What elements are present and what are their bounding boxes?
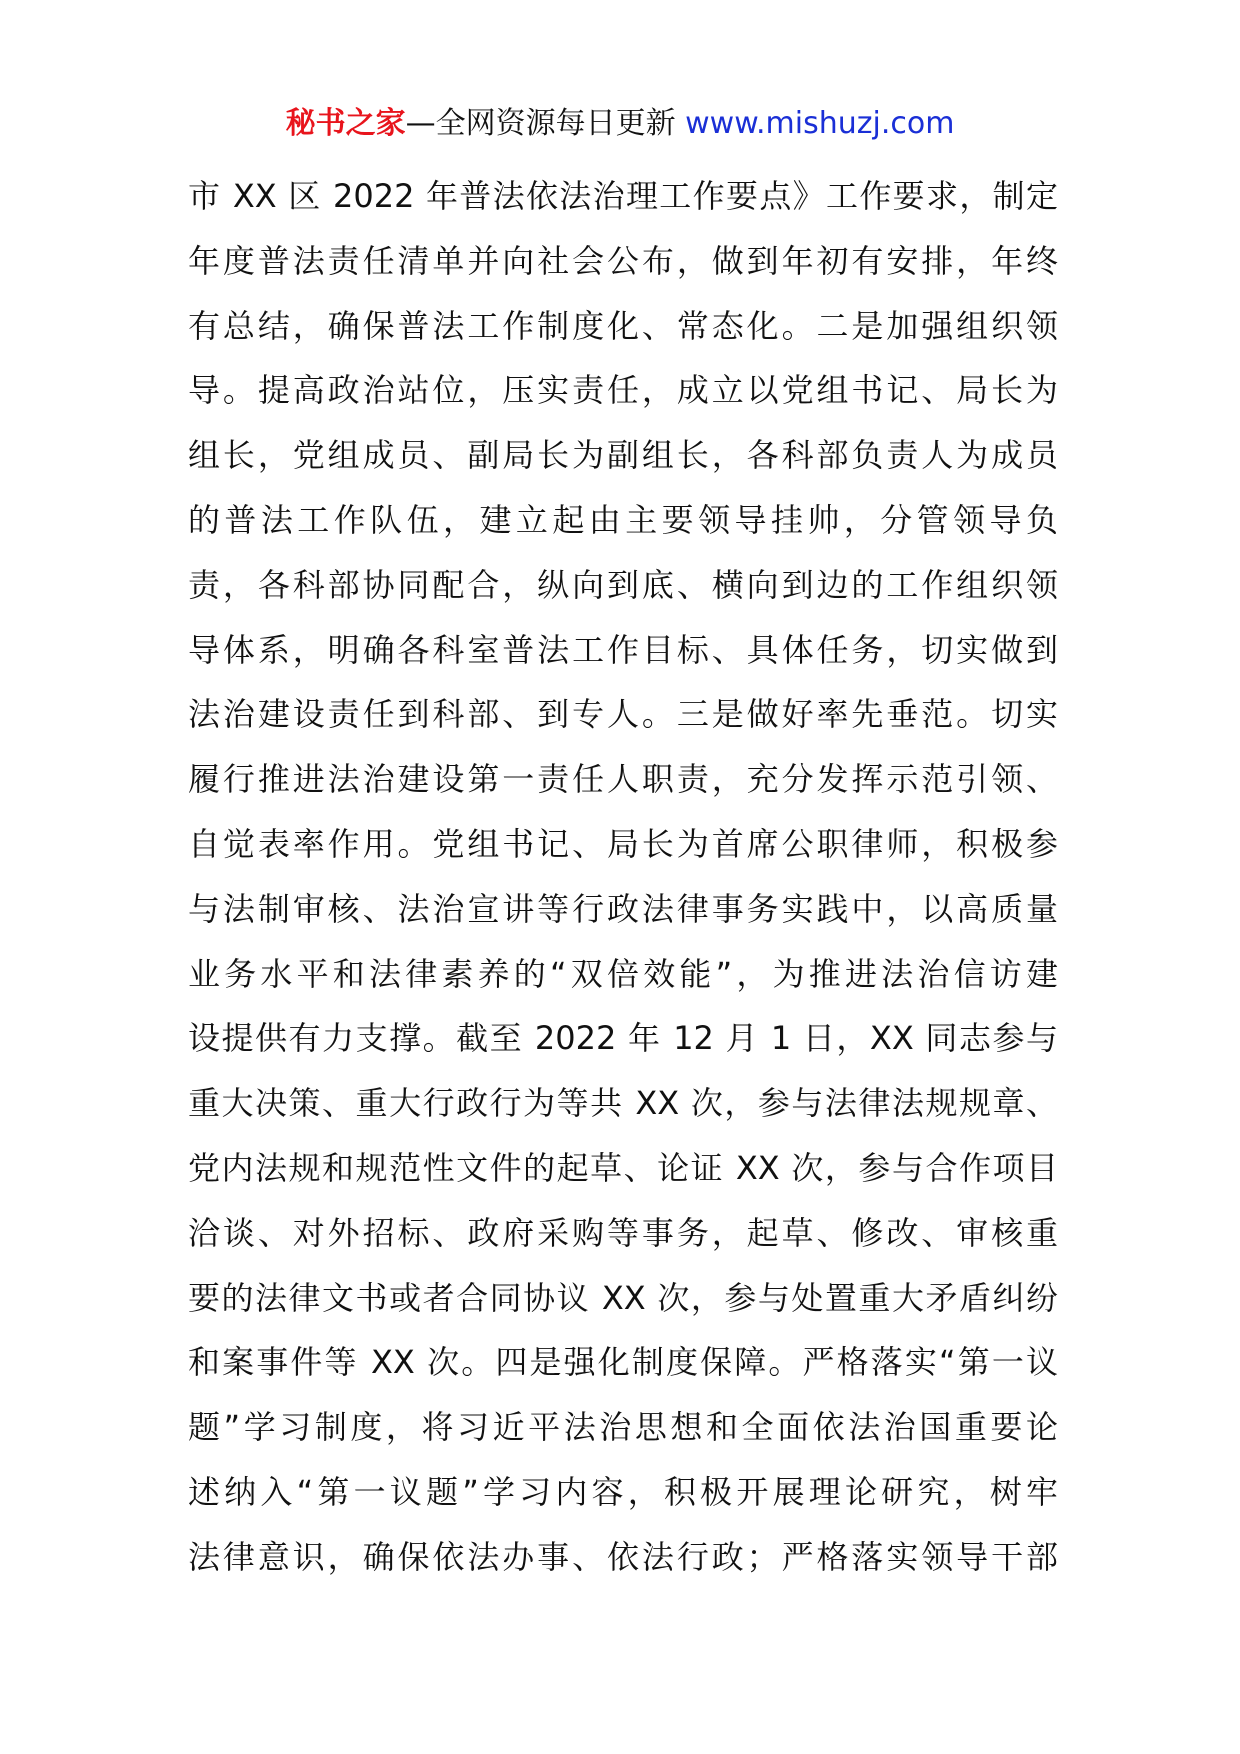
- body-line: 要的法律文书或者合同协议 XX 次，参与处置重大矛盾纠纷: [188, 1278, 1058, 1317]
- body-line: 组长，党组成员、副局长为副组长，各科部负责人为成员: [188, 436, 1058, 475]
- body-line: 设提供有力支撑。截至 2022 年 12 月 1 日，XX 同志参与: [188, 1019, 1058, 1058]
- body-line: 和案事件等 XX 次。四是强化制度保障。严格落实“第一议: [188, 1343, 1058, 1382]
- document-body: [188, 164, 1058, 1590]
- body-line: 市 XX 区 2022 年普法依法治理工作要点》工作要求，制定: [188, 177, 1058, 215]
- body-line: 导。提高政治站位，压实责任，成立以党组书记、局长为: [188, 371, 1058, 410]
- site-brand: 秘书之家: [285, 106, 406, 141]
- body-line: 法律意识，确保依法办事、依法行政；严格落实领导干部: [188, 1537, 1058, 1576]
- body-line: 自觉表率作用。党组书记、局长为首席公职律师，积极参: [188, 824, 1058, 863]
- body-line: 年度普法责任清单并向社会公布，做到年初有安排，年终: [188, 241, 1058, 280]
- body-line: 述纳入“第一议题”学习内容，积极开展理论研究，树牢: [188, 1472, 1058, 1511]
- body-line: 有总结，确保普法工作制度化、常态化。二是加强组织领: [188, 306, 1058, 345]
- body-line: 洽谈、对外招标、政府采购等事务，起草、修改、审核重: [188, 1213, 1058, 1252]
- site-tagline: —全网资源每日更新: [405, 106, 676, 141]
- body-line: 题”学习制度，将习近平法治思想和全面依法治国重要论: [188, 1408, 1058, 1447]
- site-url-link[interactable]: www.mishuzj.com: [685, 106, 955, 141]
- body-line: 责，各科部协同配合，纵向到底、横向到边的工作组织领: [188, 565, 1058, 604]
- body-line: 的普法工作队伍，建立起由主要领导挂帅，分管领导负: [188, 500, 1058, 539]
- body-line: 党内法规和规范性文件的起草、论证 XX 次，参与合作项目: [188, 1148, 1058, 1187]
- body-line: 与法制审核、法治宣讲等行政法律事务实践中，以高质量: [188, 889, 1058, 928]
- body-line: 重大决策、重大行政行为等共 XX 次，参与法律法规规章、: [188, 1084, 1058, 1123]
- body-line: 法治建设责任到科部、到专人。三是做好率先垂范。切实: [188, 695, 1058, 734]
- body-line: 业务水平和法律素养的“双倍效能”，为推进法治信访建: [188, 954, 1058, 993]
- body-line: 导体系，明确各科室普法工作目标、具体任务，切实做到: [188, 630, 1058, 669]
- site-header: [0, 100, 1240, 148]
- body-line: 履行推进法治建设第一责任人职责，充分发挥示范引领、: [188, 760, 1058, 799]
